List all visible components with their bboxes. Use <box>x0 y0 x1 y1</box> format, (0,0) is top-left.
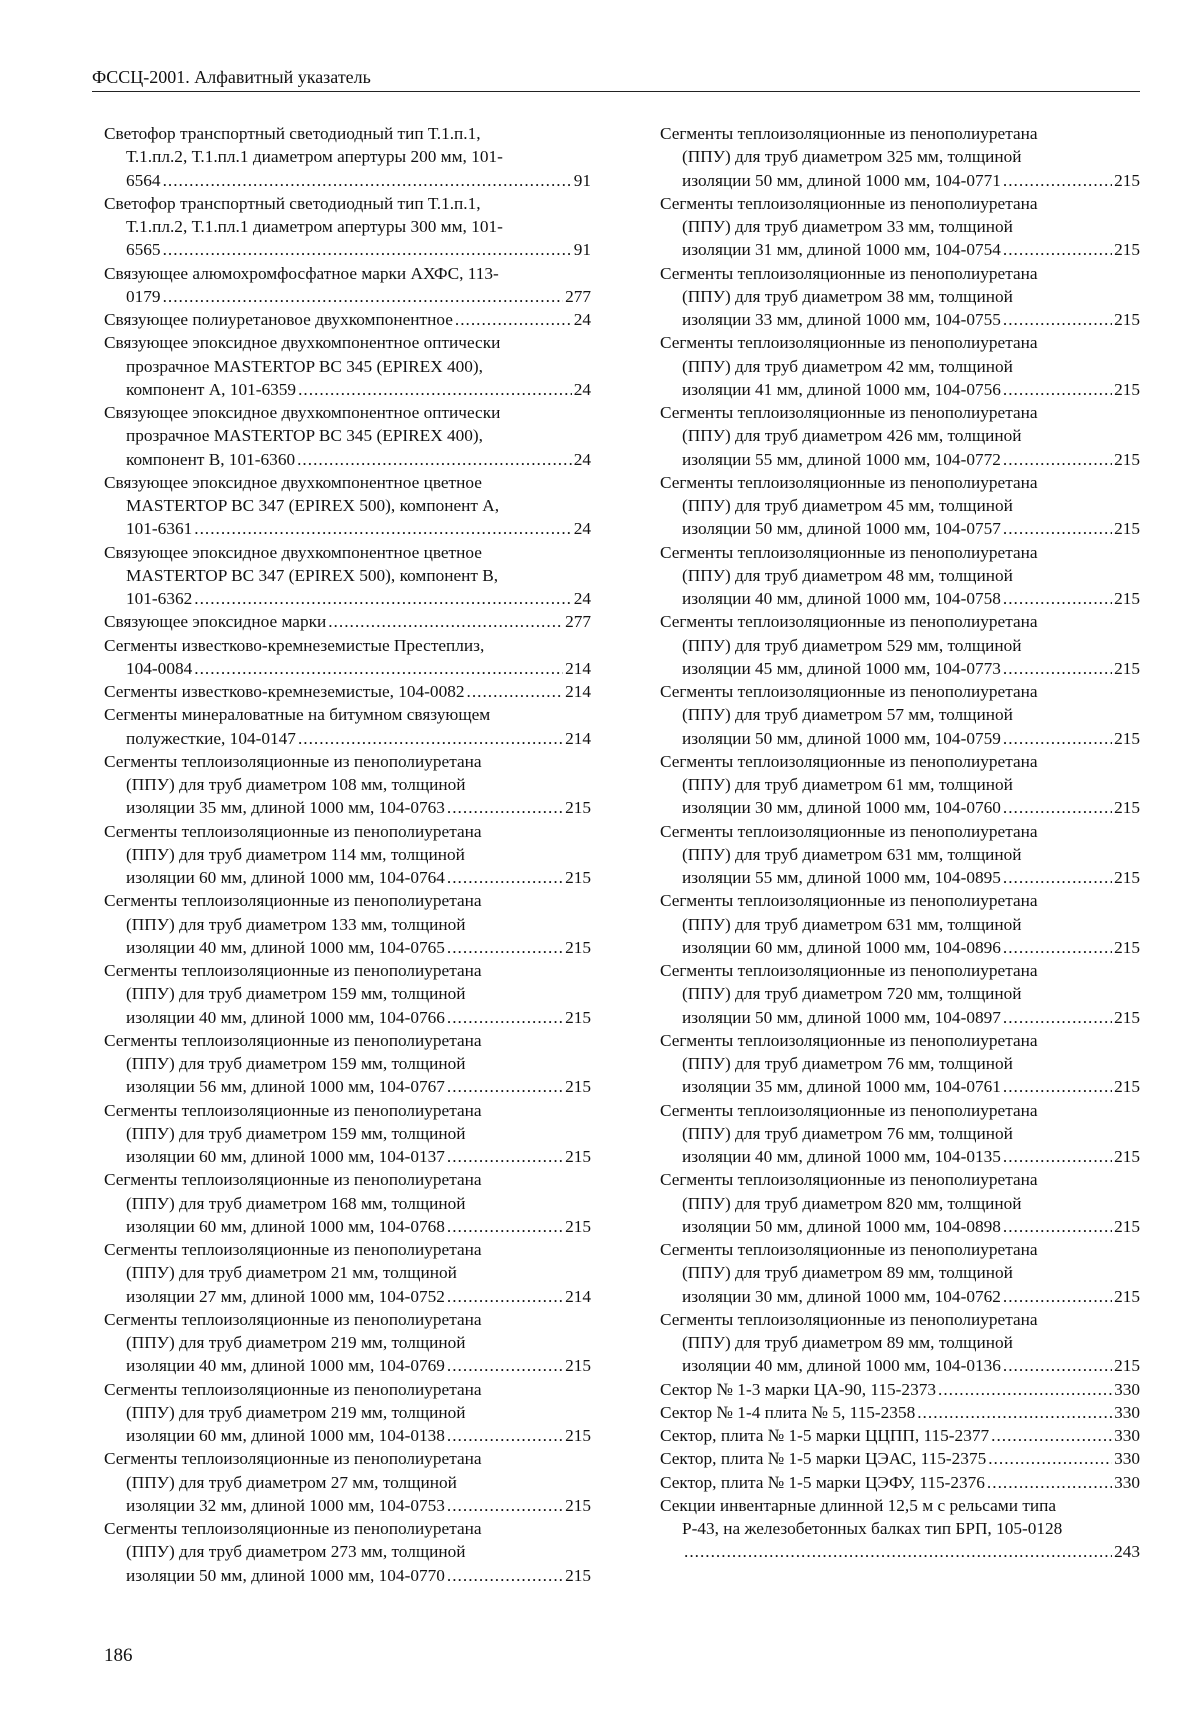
index-entry-line: MASTERTOP BC 347 (EPIREX 500), компонент А, <box>126 496 500 515</box>
dot-leader <box>194 657 563 680</box>
index-entry-page: 330 <box>1114 1472 1140 1492</box>
index-entry-page: 24 <box>573 310 591 329</box>
index-entry <box>660 1099 1140 1169</box>
index-entry-text: изоляции 40 мм, длиной 1000 мм, 104-0758 <box>682 589 1001 608</box>
index-entry <box>660 1308 1140 1378</box>
dot-leader <box>297 448 572 471</box>
index-entry-text: Сектор № 1-4 плита № 5, 115-2358 <box>660 1402 916 1422</box>
dot-leader <box>194 517 571 540</box>
index-entry-line: Сегменты теплоизоляционные из пенополиуретана <box>660 263 1038 283</box>
dot-leader <box>447 1564 563 1587</box>
index-entry-page: 215 <box>565 1495 591 1515</box>
index-entry <box>104 1029 591 1099</box>
index-entry-text: изоляции 40 мм, длиной 1000 мм, 104-0766 <box>126 1007 445 1027</box>
index-entry-line: (ППУ) для труб диаметром 27 мм, толщиной <box>126 1472 457 1492</box>
index-entry <box>660 750 1140 820</box>
index-entry <box>660 1401 1140 1424</box>
dot-leader <box>298 378 572 401</box>
index-entry-page: 215 <box>565 1426 591 1445</box>
index-entry-page: 330 <box>1114 1449 1140 1469</box>
index-entry-page: 91 <box>573 240 591 260</box>
index-entry-line: Сегменты теплоизоляционные из пенополиуретана <box>660 403 1038 422</box>
index-entry-line: Сегменты теплоизоляционные из пенополиуретана <box>104 1449 482 1469</box>
index-entry-line: (ППУ) для труб диаметром 114 мм, толщиной <box>126 844 465 864</box>
index-entry-page: 215 <box>1114 519 1140 539</box>
index-entry <box>660 331 1140 401</box>
index-entry <box>660 1029 1140 1099</box>
index-entry-page: 215 <box>565 1216 591 1236</box>
index-entry-text: изоляции 50 мм, длиной 1000 мм, 104-0759 <box>682 728 1001 748</box>
index-entry-line: Сегменты теплоизоляционные из пенополиуретана <box>660 612 1038 632</box>
index-entry <box>660 1424 1140 1447</box>
index-entry-line: (ППУ) для труб диаметром 631 мм, толщиной <box>682 844 1022 864</box>
index-entry <box>660 192 1140 262</box>
index-entry-page: 24 <box>573 519 591 539</box>
index-entry-line: Сегменты теплоизоляционные из пенополиуретана <box>660 891 1038 911</box>
index-entry <box>660 610 1140 680</box>
index-entry-page: 91 <box>573 170 591 190</box>
index-entry-line: Т.1.пл.2, Т.1.пл.1 диаметром апертуры 200 мм, 101- <box>126 147 503 167</box>
dot-leader <box>1003 238 1112 261</box>
index-entry <box>104 703 591 750</box>
index-entry-line: (ППУ) для труб диаметром 21 мм, толщиной <box>126 1263 457 1283</box>
dot-leader <box>298 727 563 750</box>
index-entry-line: Сегменты теплоизоляционные из пенополиуретана <box>104 1170 482 1190</box>
dot-leader <box>455 308 572 331</box>
index-entry-text: Связующее полиуретановое двухкомпонентное <box>104 310 453 329</box>
dot-leader <box>1003 448 1112 471</box>
index-entry-text: изоляции 50 мм, длиной 1000 мм, 104-0897 <box>682 1007 1001 1027</box>
index-entry-text: изоляции 56 мм, длиной 1000 мм, 104-0767 <box>126 1077 445 1097</box>
dot-leader <box>447 1075 563 1098</box>
index-entry-page: 215 <box>1114 868 1140 887</box>
dot-leader <box>1003 1006 1112 1029</box>
dot-leader <box>684 1540 1112 1563</box>
index-entry-page: 215 <box>1114 1007 1140 1027</box>
index-entry <box>660 680 1140 750</box>
index-entry <box>104 680 591 703</box>
index-entry-page: 215 <box>1114 1216 1140 1236</box>
index-column-left <box>104 122 591 1587</box>
index-entry-text: изоляции 30 мм, длиной 1000 мм, 104-0760 <box>682 798 1001 818</box>
index-entry-line: Сегменты теплоизоляционные из пенополиуретана <box>104 891 482 911</box>
index-entry-page: 277 <box>565 286 591 306</box>
index-entry-line: (ППУ) для труб диаметром 325 мм, толщиной <box>682 147 1022 167</box>
index-entry-text: изоляции 35 мм, длиной 1000 мм, 104-0763 <box>126 798 445 818</box>
index-entry-page: 215 <box>1114 1356 1140 1376</box>
index-entry-line: Сегменты теплоизоляционные из пенополиуретана <box>660 1170 1038 1190</box>
page-header <box>92 66 1140 92</box>
page-number: 186 <box>104 1645 133 1666</box>
dot-leader <box>917 1401 1112 1424</box>
index-entry-page: 330 <box>1114 1402 1140 1422</box>
index-entry-line: (ППУ) для труб диаметром 219 мм, толщиной <box>126 1333 466 1352</box>
index-entry <box>104 1517 591 1587</box>
index-entry-line: (ППУ) для труб диаметром 720 мм, толщиной <box>682 984 1022 1004</box>
index-entry-line: Сегменты теплоизоляционные из пенополиуретана <box>660 682 1038 701</box>
index-entry-page: 215 <box>1114 728 1140 748</box>
index-entry-line: Сегменты теплоизоляционные из пенополиуретана <box>104 1519 482 1538</box>
index-entry-page: 215 <box>1114 1147 1140 1166</box>
index-entry-page: 243 <box>1114 1542 1140 1562</box>
index-entry-line: (ППУ) для труб диаметром 631 мм, толщиной <box>682 914 1022 934</box>
index-entry-page: 277 <box>565 612 591 632</box>
index-entry <box>104 1308 591 1378</box>
index-entry <box>104 401 591 471</box>
index-entry-page: 215 <box>1114 310 1140 329</box>
dot-leader <box>991 1424 1112 1447</box>
index-entry-line: Сегменты теплоизоляционные из пенополиуретана <box>104 1309 482 1329</box>
index-entry <box>104 610 591 633</box>
index-entry-page: 214 <box>565 728 591 748</box>
index-entry-page: 215 <box>1114 170 1140 190</box>
index-entry-line: прозрачное MASTERTOP BC 345 (EPIREX 400), <box>126 426 483 446</box>
index-entry-text: изоляции 55 мм, длиной 1000 мм, 104-0772 <box>682 449 1001 469</box>
index-entry <box>104 471 591 541</box>
index-entry-text: изоляции 32 мм, длиной 1000 мм, 104-0753 <box>126 1495 445 1515</box>
dot-leader <box>447 1006 563 1029</box>
index-entry-line: Сегменты теплоизоляционные из пенополиуретана <box>660 124 1038 143</box>
index-entry-line: Сегменты теплоизоляционные из пенополиуретана <box>660 333 1038 353</box>
index-entry <box>104 192 591 262</box>
index-entry <box>104 331 591 401</box>
index-entry-line: (ППУ) для труб диаметром 820 мм, толщиной <box>682 1193 1022 1213</box>
index-entry-line: Сегменты теплоизоляционные из пенополиуретана <box>660 472 1038 492</box>
dot-leader <box>163 169 572 192</box>
index-entry-line: (ППУ) для труб диаметром 33 мм, толщиной <box>682 217 1013 236</box>
index-entry-line: Сегменты теплоизоляционные из пенополиуретана <box>660 1240 1038 1259</box>
index-entry-line: Сегменты теплоизоляционные из пенополиуретана <box>104 961 482 980</box>
index-entry-text: 104-0084 <box>126 658 193 678</box>
index-entry-line: Сегменты теплоизоляционные из пенополиуретана <box>104 821 482 841</box>
dot-leader <box>1003 169 1112 192</box>
index-entry-line: Сегменты теплоизоляционные из пенополиуретана <box>104 1030 482 1050</box>
index-entry-line: (ППУ) для труб диаметром 89 мм, толщиной <box>682 1333 1013 1352</box>
index-entry-line: Сегменты теплоизоляционные из пенополиуретана <box>660 821 1038 841</box>
index-entry <box>660 471 1140 541</box>
index-entry-line: (ППУ) для труб диаметром 45 мм, толщиной <box>682 496 1013 515</box>
index-entry-page: 215 <box>1114 589 1140 608</box>
index-entry-text: изоляции 40 мм, длиной 1000 мм, 104-0135 <box>682 1147 1001 1166</box>
index-entry-line: (ППУ) для труб диаметром 529 мм, толщиной <box>682 635 1022 655</box>
index-entry-line: Секции инвентарные длинной 12,5 м с рельсами типа <box>660 1495 1057 1515</box>
index-entry-line: Сегменты теплоизоляционные из пенополиуретана <box>660 1030 1038 1050</box>
index-entry <box>660 889 1140 959</box>
index-entry-line: (ППУ) для труб диаметром 89 мм, толщиной <box>682 1263 1013 1283</box>
index-entry-line: (ППУ) для труб диаметром 48 мм, толщиной <box>682 565 1013 585</box>
index-entry <box>660 1494 1140 1564</box>
index-entry-page: 214 <box>565 1286 591 1306</box>
index-entry <box>660 1447 1140 1470</box>
index-entry <box>660 820 1140 890</box>
index-entry-page: 215 <box>565 937 591 957</box>
index-entry-text: изоляции 30 мм, длиной 1000 мм, 104-0762 <box>682 1286 1001 1306</box>
index-entry-line: (ППУ) для труб диаметром 159 мм, толщиной <box>126 1123 466 1143</box>
index-entry <box>660 1168 1140 1238</box>
dot-leader <box>163 285 564 308</box>
index-entry <box>104 308 591 331</box>
index-entry-line: Сегменты теплоизоляционные из пенополиуретана <box>660 961 1038 980</box>
index-entry <box>660 262 1140 332</box>
index-entry-page: 215 <box>1114 240 1140 260</box>
index-entry-text: изоляции 60 мм, длиной 1000 мм, 104-0137 <box>126 1147 445 1166</box>
index-entry-text: 101-6362 <box>126 589 193 608</box>
index-entry-text: изоляции 55 мм, длиной 1000 мм, 104-0895 <box>682 868 1001 887</box>
index-entry-text: изоляции 50 мм, длиной 1000 мм, 104-0898 <box>682 1216 1001 1236</box>
index-entry-line: прозрачное MASTERTOP BC 345 (EPIREX 400), <box>126 356 483 376</box>
index-entry-line: Сегменты теплоизоляционные из пенополиуретана <box>660 751 1038 771</box>
index-entry <box>104 959 591 1029</box>
index-entry-line: Светофор транспортный светодиодный тип Т.1.п.1, <box>104 124 481 143</box>
index-entry-page: 215 <box>1114 449 1140 469</box>
dot-leader <box>938 1378 1112 1401</box>
index-entry-page: 215 <box>565 1565 591 1585</box>
index-entry-page: 215 <box>565 1356 591 1376</box>
index-entry-page: 330 <box>1114 1379 1140 1399</box>
dot-leader <box>1003 1145 1112 1168</box>
dot-leader <box>1003 517 1112 540</box>
dot-leader <box>1003 936 1112 959</box>
index-entry-line: Сегменты теплоизоляционные из пенополиуретана <box>104 1379 482 1399</box>
index-entry <box>660 122 1140 192</box>
index-entry-line: Сегменты теплоизоляционные из пенополиуретана <box>104 751 482 771</box>
dot-leader <box>1003 796 1112 819</box>
index-entry-text: Сектор, плита № 1-5 марки ЦЭАС, 115-2375 <box>660 1449 987 1469</box>
dot-leader <box>447 1215 563 1238</box>
index-entry-page: 215 <box>1114 379 1140 399</box>
index-entry-page: 214 <box>565 682 591 701</box>
dot-leader <box>194 587 571 610</box>
index-entry <box>104 750 591 820</box>
index-entry-text: изоляции 60 мм, длиной 1000 мм, 104-0138 <box>126 1426 445 1445</box>
index-entry-text: изоляции 45 мм, длиной 1000 мм, 104-0773 <box>682 658 1001 678</box>
index-entry-line: (ППУ) для труб диаметром 273 мм, толщиной <box>126 1542 466 1562</box>
index-entry-text: изоляции 31 мм, длиной 1000 мм, 104-0754 <box>682 240 1001 260</box>
index-entry <box>660 959 1140 1029</box>
dot-leader <box>1003 1354 1112 1377</box>
index-entry-page: 330 <box>1114 1426 1140 1445</box>
index-column-right <box>660 122 1140 1564</box>
index-entry <box>104 122 591 192</box>
index-entry-line: Р-43, на железобетонных балках тип БРП, 105-0128 <box>682 1519 1063 1538</box>
index-entry <box>104 1447 591 1517</box>
index-entry-line: (ППУ) для труб диаметром 57 мм, толщиной <box>682 705 1013 725</box>
index-entry-line: (ППУ) для труб диаметром 108 мм, толщиной <box>126 775 466 794</box>
index-entry <box>104 1099 591 1169</box>
index-entry-text: компонент В, 101-6360 <box>126 449 296 469</box>
index-entry <box>104 1168 591 1238</box>
index-entry-page: 24 <box>573 589 591 608</box>
index-entry-line: Связующее эпоксидное двухкомпонентное цветное <box>104 472 482 492</box>
index-entry-line: MASTERTOP BC 347 (EPIREX 500), компонент В, <box>126 565 499 585</box>
dot-leader <box>447 796 563 819</box>
dot-leader <box>467 680 564 703</box>
index-entry-line: (ППУ) для труб диаметром 219 мм, толщиной <box>126 1402 466 1422</box>
index-entry <box>104 889 591 959</box>
index-entry-line: (ППУ) для труб диаметром 38 мм, толщиной <box>682 286 1013 306</box>
index-entry-text: изоляции 27 мм, длиной 1000 мм, 104-0752 <box>126 1286 445 1306</box>
index-entry-line: Связующее эпоксидное двухкомпонентное оптически <box>104 403 501 422</box>
dot-leader <box>987 1471 1112 1494</box>
index-entry-page: 215 <box>1114 1077 1140 1097</box>
index-entry <box>104 262 591 309</box>
index-entry <box>660 541 1140 611</box>
index-entry <box>104 541 591 611</box>
dot-leader <box>163 238 572 261</box>
index-entry-line: (ППУ) для труб диаметром 76 мм, толщиной <box>682 1123 1013 1143</box>
dot-leader <box>447 1145 563 1168</box>
index-entry-text: 6564 <box>126 170 161 190</box>
index-entry-page: 215 <box>1114 798 1140 818</box>
index-entry <box>104 1238 591 1308</box>
index-entry-text: компонент А, 101-6359 <box>126 379 297 399</box>
index-entry-text: изоляции 50 мм, длиной 1000 мм, 104-0757 <box>682 519 1001 539</box>
index-entry-line: Сегменты теплоизоляционные из пенополиуретана <box>660 1309 1038 1329</box>
index-entry-line: (ППУ) для труб диаметром 159 мм, толщиной <box>126 1054 466 1073</box>
index-entry-text: изоляции 60 мм, длиной 1000 мм, 104-0896 <box>682 937 1001 957</box>
index-entry-line: Сегменты минераловатные на битумном связующем <box>104 705 491 725</box>
index-entry <box>104 634 591 681</box>
index-entry-line: (ППУ) для труб диаметром 159 мм, толщиной <box>126 984 466 1004</box>
dot-leader <box>1003 1215 1112 1238</box>
index-entry-text: изоляции 50 мм, длиной 1000 мм, 104-0770 <box>126 1565 445 1585</box>
index-entry-page: 215 <box>1114 658 1140 678</box>
index-entry <box>660 401 1140 471</box>
index-entry-text: изоляции 40 мм, длиной 1000 мм, 104-0769 <box>126 1356 445 1376</box>
index-entry-page: 215 <box>565 868 591 887</box>
index-entry-text: изоляции 50 мм, длиной 1000 мм, 104-0771 <box>682 170 1001 190</box>
index-entry-page: 215 <box>565 1077 591 1097</box>
index-entry-line: (ППУ) для труб диаметром 61 мм, толщиной <box>682 775 1013 794</box>
index-entry-text: изоляции 60 мм, длиной 1000 мм, 104-0768 <box>126 1216 445 1236</box>
index-entry-page: 24 <box>573 449 591 469</box>
index-entry-page: 24 <box>573 379 591 399</box>
index-entry-text: 0179 <box>126 286 161 306</box>
index-entry-line: Т.1.пл.2, Т.1.пл.1 диаметром апертуры 300 мм, 101- <box>126 217 503 236</box>
dot-leader <box>447 1494 563 1517</box>
index-entry-text: изоляции 41 мм, длиной 1000 мм, 104-0756 <box>682 379 1001 399</box>
index-entry <box>660 1378 1140 1401</box>
dot-leader <box>447 936 563 959</box>
index-entry <box>660 1238 1140 1308</box>
index-entry-page: 215 <box>1114 1286 1140 1306</box>
index-entry-page: 214 <box>565 658 591 678</box>
dot-leader <box>1003 866 1112 889</box>
index-entry-text: Сегменты известково-кремнеземистые, 104-0082 <box>104 682 465 701</box>
index-entry-line: Сегменты теплоизоляционные из пенополиуретана <box>660 542 1038 562</box>
index-entry-line: Связующее алюмохромфосфатное марки АХФС, 113- <box>104 263 499 283</box>
dot-leader <box>1003 308 1112 331</box>
index-entry-line: (ППУ) для труб диаметром 426 мм, толщиной <box>682 426 1022 446</box>
index-entry-text: Сектор, плита № 1-5 марки ЦЭФУ, 115-2376 <box>660 1472 985 1492</box>
index-entry-text: изоляции 60 мм, длиной 1000 мм, 104-0764 <box>126 868 445 887</box>
index-entry-line: Сегменты теплоизоляционные из пенополиуретана <box>660 193 1038 213</box>
index-entry-text: 101-6361 <box>126 519 193 539</box>
dot-leader <box>447 866 563 889</box>
index-entry-text: Связующее эпоксидное марки <box>104 612 327 632</box>
index-entry-page: 215 <box>565 798 591 818</box>
index-entry-text: изоляции 35 мм, длиной 1000 мм, 104-0761 <box>682 1077 1001 1097</box>
index-entry-line: Сегменты теплоизоляционные из пенополиуретана <box>104 1240 482 1259</box>
dot-leader <box>328 610 563 633</box>
index-entry-text: 6565 <box>126 240 161 260</box>
dot-leader <box>1003 378 1112 401</box>
dot-leader <box>1003 657 1112 680</box>
index-entry-line: (ППУ) для труб диаметром 168 мм, толщиной <box>126 1193 466 1213</box>
index-entry-page: 215 <box>565 1147 591 1166</box>
dot-leader <box>1003 1285 1112 1308</box>
index-entry-line: (ППУ) для труб диаметром 133 мм, толщиной <box>126 914 466 934</box>
index-entry-line: Связующее эпоксидное двухкомпонентное оптически <box>104 333 501 353</box>
dot-leader <box>447 1424 563 1447</box>
index-entry-line: Связующее эпоксидное двухкомпонентное цветное <box>104 542 482 562</box>
dot-leader <box>447 1354 563 1377</box>
index-entry-page: 215 <box>1114 937 1140 957</box>
index-entry <box>104 1378 591 1448</box>
index-entry-text: Сектор № 1-3 марки ЦА-90, 115-2373 <box>660 1379 936 1399</box>
index-entry-line: Сегменты известково-кремнеземистые Престеплиз, <box>104 635 485 655</box>
index-entry-page: 215 <box>565 1007 591 1027</box>
index-entry <box>104 820 591 890</box>
index-entry-line: (ППУ) для труб диаметром 76 мм, толщиной <box>682 1054 1013 1073</box>
index-entry-text: полужесткие, 104-0147 <box>126 728 296 748</box>
dot-leader <box>1003 727 1112 750</box>
header-title: ФССЦ-2001. Алфавитный указатель <box>92 67 371 87</box>
index-entry-text: изоляции 33 мм, длиной 1000 мм, 104-0755 <box>682 310 1001 329</box>
dot-leader <box>447 1285 563 1308</box>
index-entry-line: Сегменты теплоизоляционные из пенополиуретана <box>104 1100 482 1120</box>
index-entry-line: Сегменты теплоизоляционные из пенополиуретана <box>660 1100 1038 1120</box>
index-entry-line: Светофор транспортный светодиодный тип Т.1.п.1, <box>104 193 481 213</box>
dot-leader <box>1003 1075 1112 1098</box>
index-entry-text: изоляции 40 мм, длиной 1000 мм, 104-0136 <box>682 1356 1001 1376</box>
dot-leader <box>1003 587 1112 610</box>
index-entry <box>660 1471 1140 1494</box>
index-entry-text: изоляции 40 мм, длиной 1000 мм, 104-0765 <box>126 937 445 957</box>
index-entry-text: Сектор, плита № 1-5 марки ЦЦПП, 115-2377 <box>660 1426 990 1445</box>
index-entry-line: (ППУ) для труб диаметром 42 мм, толщиной <box>682 356 1013 376</box>
dot-leader <box>988 1447 1112 1470</box>
